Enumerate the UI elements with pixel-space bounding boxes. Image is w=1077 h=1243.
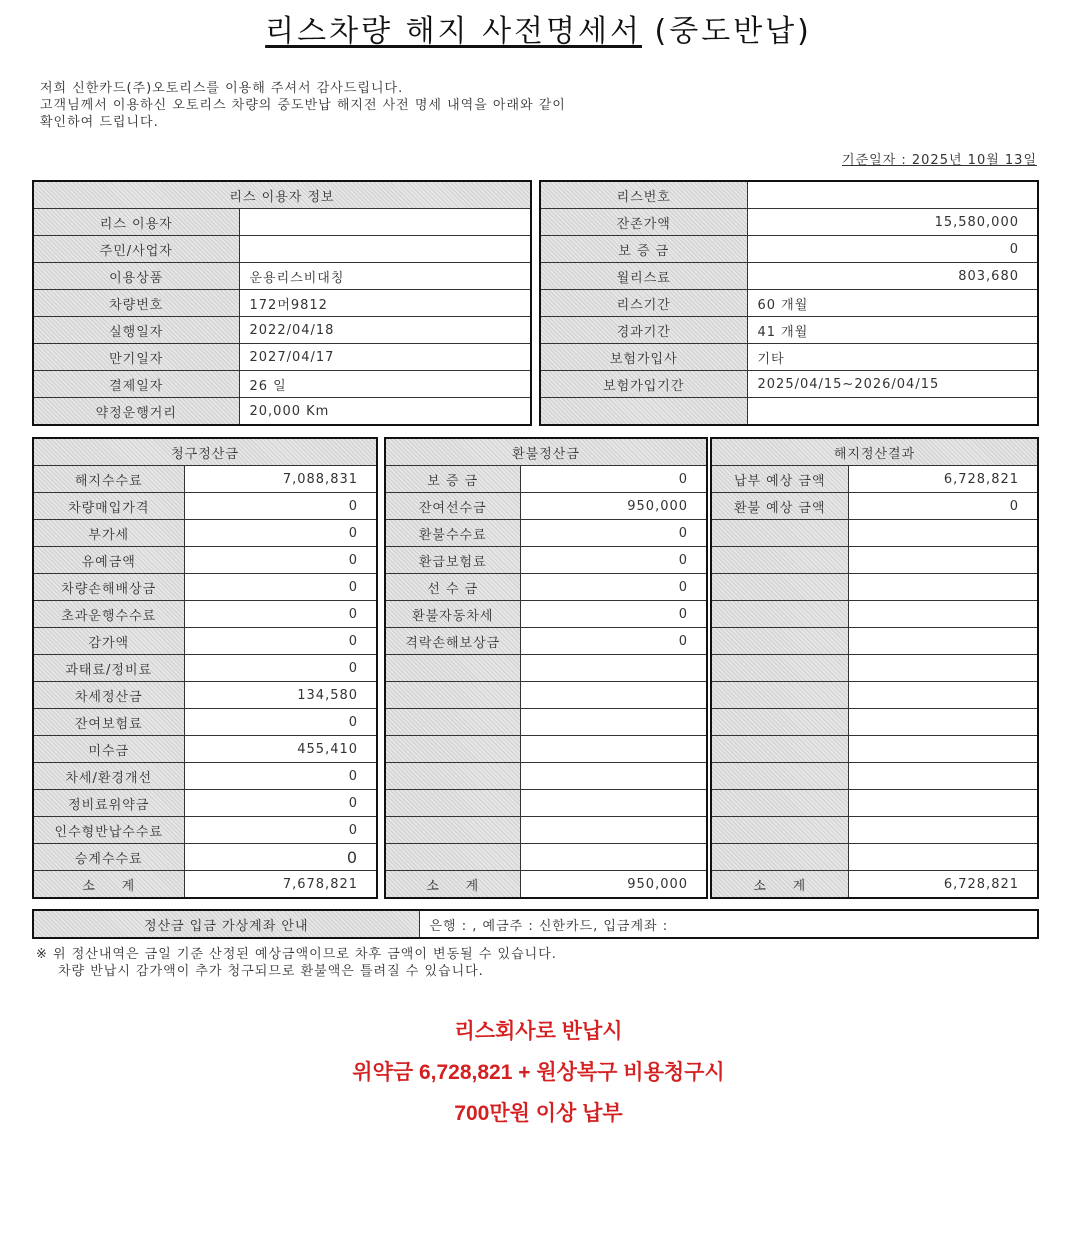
table-row [385,520,707,547]
cell-value: 2025/04/15~2026/04/15 [747,371,1038,398]
cell-value: 0 [184,655,377,682]
empty-cell [848,817,1038,844]
cell-value: 0 [184,493,377,520]
cell-value [747,181,1038,209]
cell-value: 172머9812 [239,290,531,317]
table-row [33,263,531,290]
total-label: 소 계 [385,871,520,899]
empty-cell [385,736,520,763]
intro-line: 고객님께서 이용하신 오토리스 차량의 중도반납 해지전 사전 명세 내역을 아래와 같이 [40,98,566,113]
table-row [711,763,1038,790]
empty-cell [711,736,848,763]
empty-cell [520,682,707,709]
cell-label: 과태료/정비료 [33,655,184,682]
table-row [33,344,531,371]
cell-label: 차세정산금 [33,682,184,709]
table-row [540,209,1038,236]
cell-value: 0 [520,601,707,628]
cell-value: 운용리스비대칭 [239,263,531,290]
table-row [711,817,1038,844]
cell-value: 60 개월 [747,290,1038,317]
table-row [385,763,707,790]
empty-cell [711,682,848,709]
total-row [33,871,377,899]
cell-label: 차량손해배상금 [33,574,184,601]
cell-label: 감가액 [33,628,184,655]
cell-label: 차량매입가격 [33,493,184,520]
table-row [385,493,707,520]
cell-value: 0 [184,520,377,547]
empty-cell [711,601,848,628]
cell-value: 950,000 [520,493,707,520]
intro-line: 확인하여 드립니다. [40,115,159,130]
table-row [33,466,377,493]
empty-cell [848,574,1038,601]
account-table [32,909,1039,939]
cell-label: 주민/사업자 [33,236,239,263]
table-row [385,547,707,574]
table-row [33,709,377,736]
intro-text [40,80,566,131]
cell-value: 0 [520,628,707,655]
table-row [33,601,377,628]
table-row [33,682,377,709]
table-row [385,574,707,601]
empty-cell [385,844,520,871]
total-label: 소 계 [711,871,848,899]
total-row [385,871,707,899]
table-row [33,655,377,682]
cell-label: 차량번호 [33,290,239,317]
table-row [33,290,531,317]
cell-label: 보험가입기간 [540,371,747,398]
cell-value: 15,580,000 [747,209,1038,236]
empty-cell [711,655,848,682]
cell-label: 부가세 [33,520,184,547]
cell-label: 환불자동차세 [385,601,520,628]
cell-value: 기타 [747,344,1038,371]
billing-header: 청구정산금 [33,438,377,466]
table-row [385,601,707,628]
table-row [711,844,1038,871]
cell-value: 0 [184,601,377,628]
cell-value: 0 [747,236,1038,263]
empty-cell [385,790,520,817]
table-row [540,236,1038,263]
table-row [33,371,531,398]
cell-value: 20,000 Km [239,398,531,426]
cell-value: 0 [184,763,377,790]
empty-cell [385,709,520,736]
empty-cell [711,709,848,736]
cell-label [540,398,747,426]
empty-cell [848,790,1038,817]
cell-value: 41 개월 [747,317,1038,344]
table-row [33,763,377,790]
empty-cell [848,682,1038,709]
cell-value [239,209,531,236]
cell-value: 2027/04/17 [239,344,531,371]
cell-label: 리스기간 [540,290,747,317]
cell-value: 0 [520,466,707,493]
cell-label: 보 증 금 [385,466,520,493]
table-row [385,817,707,844]
cell-label: 해지수수료 [33,466,184,493]
annotation-line: 리스회사로 반납시 [454,1020,623,1043]
cell-label: 환불 예상 금액 [711,493,848,520]
cell-label: 납부 예상 금액 [711,466,848,493]
cell-label: 결제일자 [33,371,239,398]
cell-value: 0 [184,817,377,844]
note-line: 차량 반납시 감가액이 추가 청구되므로 환불액은 틀려질 수 있습니다. [58,964,484,979]
cell-label: 보 증 금 [540,236,747,263]
cell-label: 잔여선수금 [385,493,520,520]
note-line: ※ 위 정산내역은 금일 기준 산정된 예상금액이므로 차후 금액이 변동될 수 있습니다. [36,947,557,962]
cell-label: 유예금액 [33,547,184,574]
cell-label: 미수금 [33,736,184,763]
cell-label: 약정운행거리 [33,398,239,426]
refund-table [384,437,708,899]
user-info-table [32,180,532,426]
empty-cell [848,709,1038,736]
table-row [33,317,531,344]
cell-label: 인수형반납수수료 [33,817,184,844]
empty-cell [848,628,1038,655]
cell-value: 0 [184,709,377,736]
cell-value [747,398,1038,426]
empty-cell [520,736,707,763]
cell-label: 환급보험료 [385,547,520,574]
empty-cell [848,763,1038,790]
user-info-header: 리스 이용자 정보 [33,181,531,209]
empty-cell [520,844,707,871]
table-row [33,493,377,520]
table-row [385,682,707,709]
empty-cell [520,655,707,682]
cell-label: 보험가입사 [540,344,747,371]
empty-cell [711,520,848,547]
empty-cell [711,763,848,790]
table-row [33,547,377,574]
cell-label: 실행일자 [33,317,239,344]
empty-cell [385,655,520,682]
cell-value: 2022/04/18 [239,317,531,344]
table-row [540,263,1038,290]
table-row [33,520,377,547]
table-row [385,790,707,817]
cell-value [239,236,531,263]
document-title [0,6,1077,50]
result-table [710,437,1039,899]
empty-cell [848,655,1038,682]
table-row [385,709,707,736]
cell-value: 0 [184,628,377,655]
empty-cell [711,574,848,601]
cell-value: 7,088,831 [184,466,377,493]
table-row [711,682,1038,709]
table-row [385,628,707,655]
cell-label: 환불수수료 [385,520,520,547]
total-value: 7,678,821 [184,871,377,899]
cell-label: 잔존가액 [540,209,747,236]
empty-cell [385,763,520,790]
table-row [711,574,1038,601]
table-row [540,181,1038,209]
empty-cell [711,790,848,817]
table-row [385,844,707,871]
table-row [33,628,377,655]
empty-cell [711,547,848,574]
empty-cell [848,520,1038,547]
account-label: 정산금 입금 가상계좌 안내 [33,910,419,938]
empty-cell [520,763,707,790]
total-value: 6,728,821 [848,871,1038,899]
document-title-suffix: (중도반납) [654,14,812,49]
cell-label: 이용상품 [33,263,239,290]
table-row [540,290,1038,317]
empty-cell [848,601,1038,628]
table-row [33,209,531,236]
cell-value: 0 [520,520,707,547]
total-label: 소 계 [33,871,184,899]
table-row [385,655,707,682]
table-row [711,466,1038,493]
cell-label: 정비료위약금 [33,790,184,817]
annotation-line: 700만원 이상 납부 [454,1102,623,1125]
table-row [33,736,377,763]
table-row [33,910,1038,938]
table-row [711,736,1038,763]
refund-header: 환불정산금 [385,438,707,466]
cell-label: 잔여보험료 [33,709,184,736]
cell-value: 0 [184,547,377,574]
empty-cell [711,844,848,871]
table-row [540,317,1038,344]
cell-label: 월리스료 [540,263,747,290]
empty-cell [711,817,848,844]
cell-value: 0 [520,574,707,601]
table-row [33,236,531,263]
table-row [33,790,377,817]
total-row [711,871,1038,899]
cell-value: 26 일 [239,371,531,398]
cell-label: 만기일자 [33,344,239,371]
table-row [711,520,1038,547]
empty-cell [848,844,1038,871]
empty-cell [385,682,520,709]
empty-cell [520,709,707,736]
table-row [711,493,1038,520]
intro-line: 저희 신한카드(주)오토리스를 이용해 주셔서 감사드립니다. [40,81,404,96]
table-row [33,574,377,601]
table-row [711,547,1038,574]
table-row [33,817,377,844]
document-title-main: 리스차량 해지 사전명세서 [265,14,642,49]
table-row [385,466,707,493]
empty-cell [711,628,848,655]
cell-value: 0 [184,574,377,601]
notes [36,946,557,980]
cell-label: 격락손해보상금 [385,628,520,655]
cell-label: 리스번호 [540,181,747,209]
table-row [540,344,1038,371]
cell-label: 선 수 금 [385,574,520,601]
table-row [540,398,1038,426]
table-row [33,844,377,871]
cell-value: 134,580 [184,682,377,709]
cell-value: 803,680 [747,263,1038,290]
table-row [711,790,1038,817]
cell-label: 차세/환경개선 [33,763,184,790]
table-row [33,398,531,426]
annotation-line: 위약금 6,728,821 + 원상복구 비용청구시 [352,1061,725,1084]
cell-label: 승계수수료 [33,844,184,871]
empty-cell [848,547,1038,574]
table-row [711,655,1038,682]
cell-value: 0 [184,844,377,871]
result-header: 해지정산결과 [711,438,1038,466]
base-date: 기준일자 : 2025년 10월 13일 [842,153,1037,168]
lease-info-table [539,180,1039,426]
cell-label: 경과기간 [540,317,747,344]
table-row [385,736,707,763]
cell-value: 455,410 [184,736,377,763]
table-row [711,628,1038,655]
total-value: 950,000 [520,871,707,899]
account-value: 은행 : , 예금주 : 신한카드, 입금계좌 : [419,910,1038,938]
empty-cell [848,736,1038,763]
cell-value: 0 [520,547,707,574]
table-row [711,709,1038,736]
empty-cell [520,790,707,817]
cell-label: 리스 이용자 [33,209,239,236]
cell-value: 6,728,821 [848,466,1038,493]
table-row [540,371,1038,398]
cell-value: 0 [184,790,377,817]
billing-table [32,437,378,899]
empty-cell [385,817,520,844]
cell-value: 0 [848,493,1038,520]
table-row [711,601,1038,628]
cell-label: 초과운행수수료 [33,601,184,628]
empty-cell [520,817,707,844]
